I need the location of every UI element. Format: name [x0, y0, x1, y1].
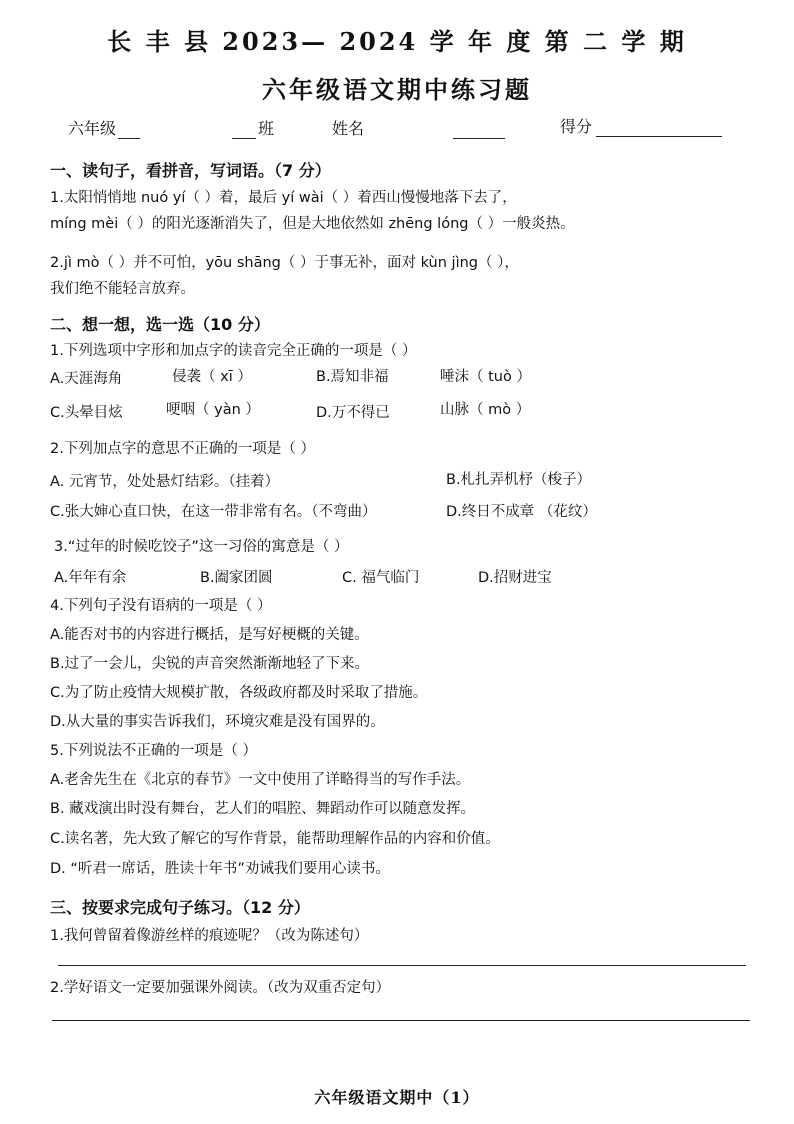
s2-q2-option-a: A. 元宵节，处处悬灯结彩。（挂着） — [50, 474, 280, 490]
exam-title-line1: 长 丰 县 2023— 2024 学 年 度 第 二 学 期 — [107, 27, 687, 56]
s2-q5-option-d: D. “听君一席话，胜读十年书”劝诫我们要用心读书。 — [50, 861, 390, 877]
s3-q2: 2.学好语文一定要加强课外阅读。（改为双重否定句） — [50, 980, 391, 996]
s2-q1-option-a-word: 侵袭（ xī ） — [172, 369, 252, 385]
s2-q1-option-b-word: 唾沫（ tuò ） — [440, 369, 531, 385]
s3-q1: 1.我何曾留着像游丝样的痕迹呢？（改为陈述句） — [50, 928, 369, 944]
s2-q1-option-c: C.头晕目炫 — [50, 405, 123, 421]
s2-q3-option-c: C. 福气临门 — [342, 570, 420, 586]
name-label: 姓名 — [332, 119, 365, 138]
s2-q3-option-d: D.招财进宝 — [478, 570, 552, 586]
s2-q3-option-a: A.年年有余 — [54, 570, 127, 586]
class-label: 班 — [258, 119, 275, 138]
s2-q4-option-d: D.从大量的事实告诉我们，环境灾难是没有国界的。 — [50, 714, 385, 730]
s1-q2-line1: 2.jì mò（ ）并不可怕，yōu shāng（ ）于事无补，面对 kùn jìng（ ）， — [50, 255, 519, 271]
section3-heading: 三、按要求完成句子练习。（12 分） — [50, 898, 310, 917]
score-label: 得分 — [560, 117, 593, 136]
s2-q5-option-b: B. 藏戏演出时没有舞台，艺人们的唱腔、舞蹈动作可以随意发挥。 — [50, 801, 476, 817]
name-blank — [453, 138, 505, 139]
s2-q4-option-a: A.能否对书的内容进行概括，是写好梗概的关键。 — [50, 627, 369, 643]
s1-q2-line2: 我们绝不能轻言放弃。 — [50, 281, 195, 297]
s2-q4-stem: 4.下列句子没有语病的一项是（ ） — [50, 598, 272, 614]
section2-heading: 二、想一想，选一选（10 分） — [50, 315, 270, 334]
s2-q1-option-d: D.万不得已 — [316, 405, 390, 421]
s2-q4-option-c: C.为了防止疫情大规模扩散，各级政府都及时采取了措施。 — [50, 685, 428, 701]
s2-q1-option-b: B.焉知非福 — [316, 369, 389, 385]
grade-label: 六年级 — [68, 119, 117, 138]
s2-q1-option-c-word: 哽咽（ yàn ） — [166, 402, 260, 418]
s1-q1-line2: míng mèi（ ）的阳光逐渐消失了，但是大地依然如 zhēng lóng（ ）一般炎热。 — [50, 216, 575, 232]
s3-q1-answer-line — [58, 965, 746, 966]
s2-q2-stem: 2.下列加点字的意思不正确的一项是（ ） — [50, 441, 315, 457]
s2-q2-option-b: B.札扎弄机杼（梭子） — [446, 472, 592, 488]
s3-q2-answer-line — [52, 1020, 750, 1021]
s2-q1-option-d-word: 山脉（ mò ） — [440, 402, 531, 418]
s2-q2-option-d: D.终日不成章 （花纹） — [446, 504, 597, 520]
s2-q5-option-a: A.老舍先生在《北京的春节》一文中使用了详略得当的写作手法。 — [50, 772, 471, 788]
s2-q5-option-c: C.读名著，先大致了解它的写作背景，能帮助理解作品的内容和价值。 — [50, 831, 500, 847]
s2-q2-option-c: C.张大婶心直口快，在这一带非常有名。（不弯曲） — [50, 504, 377, 520]
s2-q1-stem: 1.下列选项中字形和加点字的读音完全正确的一项是（ ） — [50, 343, 417, 359]
s2-q3-stem: 3.“过年的时候吃饺子”这一习俗的寓意是（ ） — [54, 539, 349, 555]
s1-q1-line1: 1.太阳悄悄地 nuó yí（ ）着，最后 yí wài（ ）着西山慢慢地落下去了， — [50, 190, 517, 206]
score-blank — [596, 136, 722, 137]
s2-q4-option-b: B.过了一会儿，尖锐的声音突然渐渐地轻了下来。 — [50, 656, 370, 672]
page-footer: 六年级语文期中（1） — [314, 1088, 480, 1107]
grade-blank — [118, 138, 140, 139]
s2-q5-stem: 5.下列说法不正确的一项是（ ） — [50, 743, 257, 759]
exam-title-line2: 六年级语文期中练习题 — [262, 75, 532, 104]
section1-heading: 一、读句子，看拼音，写词语。（7 分） — [50, 161, 331, 180]
s2-q3-option-b: B.阖家团圆 — [200, 570, 273, 586]
s2-q1-option-a: A.天涯海角 — [50, 371, 123, 387]
class-blank — [232, 138, 256, 139]
